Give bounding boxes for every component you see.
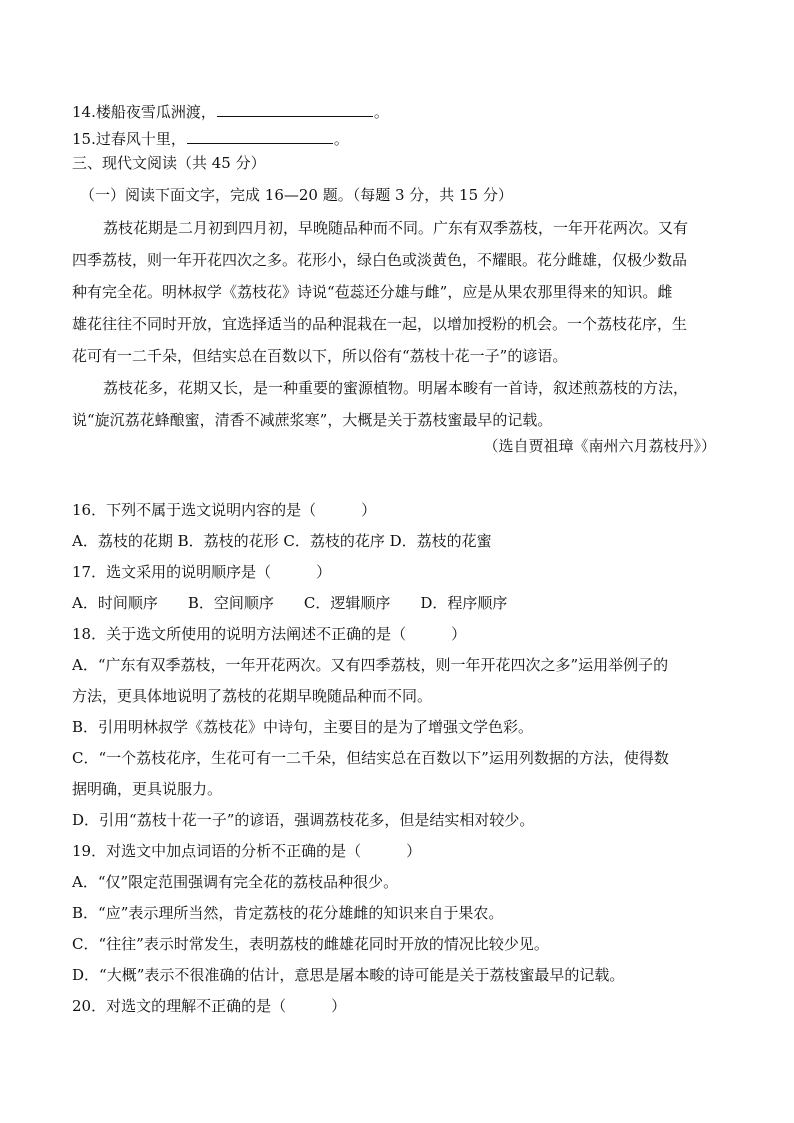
passage-p1-line-4: 雄花往往不同时开放，宜选择适当的品种混栽在一起，以增加授粉的机会。一个荔枝花序，生 <box>72 315 688 333</box>
fill-in-14-text: 14.楼船夜雪瓜洲渡， <box>72 103 216 121</box>
question-20-stem: 20．对选文的理解不正确的是（ ） <box>72 997 347 1015</box>
passage-p2-line-2: 说“旋沉荔花蜂酿蜜，清香不减蔗浆寒”，大概是关于荔枝蜜最早的记载。 <box>72 411 553 429</box>
question-18-option-a: A．“广东有双季荔枝，一年开花两次。又有四季荔枝，则一年开花四次之多”运用举例子的 <box>72 656 669 674</box>
part-one-instruction: （一）阅读下面文字，完成 16—20 题。（每题 3 分，共 15 分） <box>80 186 513 204</box>
passage-p1-line-2: 四季荔枝，则一年开花四次之多。花形小，绿白色或淡黄色，不耀眼。花分雌雄，仅极少数品 <box>72 251 688 269</box>
question-18-option-c-cont: 据明确，更具说服力。 <box>72 780 223 798</box>
fill-in-15 <box>72 128 734 149</box>
question-18-option-d: D．引用“荔枝十花一子”的谚语，强调荔枝花多，但是结实相对较少。 <box>72 811 535 829</box>
fill-in-15-end: 。 <box>333 130 349 148</box>
question-19-option-b: B．“应”表示理所当然，肯定荔枝的花分雄雌的知识来自于果农。 <box>72 904 504 922</box>
fill-in-14-end: 。 <box>373 103 389 121</box>
question-17-options: A．时间顺序 B．空间顺序 C．逻辑顺序 D．程序顺序 <box>72 594 508 612</box>
question-19-option-a: A．“仅”限定范围强调有完全花的荔枝品种很少。 <box>72 873 399 891</box>
question-18-stem: 18．关于选文所使用的说明方法阐述不正确的是（ ） <box>72 625 467 643</box>
question-18-option-c: C．“一个荔枝花序，生花可有一二千朵，但结实总在百数以下”运用列数据的方法，使得数 <box>72 749 669 767</box>
passage-p2-line-1: 荔枝花多，花期又长，是一种重要的蜜源植物。明屠本畯有一首诗，叙述煎荔枝的方法， <box>103 379 689 397</box>
passage-p1-line-1: 荔枝花期是二月初到四月初，早晚随品种而不同。广东有双季荔枝，一年开花两次。又有 <box>103 219 689 237</box>
fill-in-14 <box>72 101 734 122</box>
fill-in-15-text: 15.过春风十里， <box>72 130 186 148</box>
question-19-option-c: C．“往往”表示时常发生，表明荔枝的雌雄花同时开放的情况比较少见。 <box>72 935 549 953</box>
passage-p1-line-5: 花可有一二千朵，但结实总在百数以下，所以俗有“荔枝十花一子”的谚语。 <box>72 347 568 365</box>
question-19-option-d: D．“大概”表示不很准确的估计，意思是屠本畯的诗可能是关于荔枝蜜最早的记载。 <box>72 966 625 984</box>
section-heading: 三、现代文阅读（共 45 分） <box>72 154 266 172</box>
question-17-stem: 17．选文采用的说明顺序是（ ） <box>72 563 332 581</box>
fill-in-14-blank <box>217 101 373 117</box>
question-19-stem: 19．对选文中加点词语的分析不正确的是（ ） <box>72 842 422 860</box>
fill-in-15-blank <box>187 128 333 144</box>
question-16-options: A．荔枝的花期 B．荔枝的花形 C．荔枝的花序 D．荔枝的花蜜 <box>72 532 492 550</box>
question-18-option-a-cont: 方法，更具体地说明了荔枝的花期早晚随品种而不同。 <box>72 687 433 705</box>
passage-p1-line-3: 种有完全花。明林叔学《荔枝花》诗说“苞蕊还分雄与雌”，应是从果农那里得来的知识。雌 <box>72 283 673 301</box>
passage-source: （选自贾祖璋《南州六月荔枝丹》） <box>483 437 716 455</box>
question-16-stem: 16．下列不属于选文说明内容的是（ ） <box>72 501 377 519</box>
question-18-option-b: B．引用明林叔学《荔枝花》中诗句，主要目的是为了增强文学色彩。 <box>72 718 534 736</box>
